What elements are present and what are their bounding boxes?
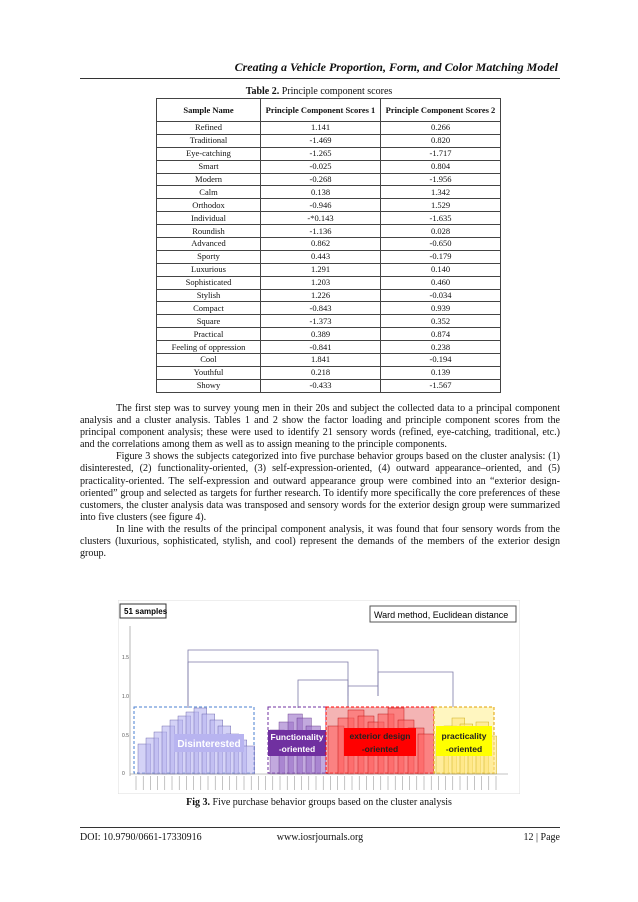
cell-sample-name: Calm bbox=[157, 186, 261, 199]
cell-pc2: 0.352 bbox=[381, 315, 501, 328]
col-header-pc1: Principle Component Scores 1 bbox=[261, 99, 381, 122]
cell-pc1: 1.291 bbox=[261, 263, 381, 276]
cell-pc2: -1.567 bbox=[381, 379, 501, 392]
table-row bbox=[157, 379, 501, 392]
table-body bbox=[157, 122, 501, 393]
cell-sample-name: Orthodox bbox=[157, 199, 261, 212]
table-row bbox=[157, 289, 501, 302]
running-header: Creating a Vehicle Proportion, Form, and Color Matching Model bbox=[234, 60, 558, 74]
table-row bbox=[157, 147, 501, 160]
cell-sample-name: Eye-catching bbox=[157, 147, 261, 160]
label-functionality-1: Functionality bbox=[270, 732, 324, 742]
label-disinterested: Disinterested bbox=[177, 739, 241, 750]
cell-pc2: 0.939 bbox=[381, 302, 501, 315]
cell-pc1: 1.841 bbox=[261, 354, 381, 367]
table-row bbox=[157, 173, 501, 186]
footer-doi: DOI: 10.9790/0661-17330916 bbox=[80, 832, 202, 843]
cell-pc1: 1.203 bbox=[261, 276, 381, 289]
table-row bbox=[157, 134, 501, 147]
cell-pc2: -0.034 bbox=[381, 289, 501, 302]
y-tick-2: 1.0 bbox=[122, 694, 129, 700]
table-row bbox=[157, 315, 501, 328]
cell-pc2: -1.717 bbox=[381, 147, 501, 160]
cell-sample-name: Youthful bbox=[157, 366, 261, 379]
cell-pc2: 0.804 bbox=[381, 160, 501, 173]
col-header-sample: Sample Name bbox=[157, 99, 261, 122]
dendrogram-leaf-bar bbox=[418, 734, 434, 774]
samples-label: 51 samples bbox=[124, 607, 168, 616]
table-row bbox=[157, 199, 501, 212]
cell-pc2: 0.460 bbox=[381, 276, 501, 289]
cluster-practicality bbox=[434, 707, 497, 774]
table-row bbox=[157, 354, 501, 367]
table-row bbox=[157, 302, 501, 315]
y-tick-1: 1.5 bbox=[122, 655, 129, 661]
cell-pc1: 0.218 bbox=[261, 366, 381, 379]
body-text bbox=[80, 403, 560, 560]
cell-pc1: -1.373 bbox=[261, 315, 381, 328]
cell-pc1: -*0.143 bbox=[261, 212, 381, 225]
cell-pc1: -0.843 bbox=[261, 302, 381, 315]
table-caption-text: Principle component scores bbox=[279, 86, 393, 97]
cell-pc2: -1.956 bbox=[381, 173, 501, 186]
table-header-row bbox=[157, 99, 501, 122]
cell-sample-name: Square bbox=[157, 315, 261, 328]
cell-sample-name: Advanced bbox=[157, 238, 261, 251]
figure-caption bbox=[0, 797, 638, 808]
cell-sample-name: Practical bbox=[157, 328, 261, 341]
cell-pc1: -0.268 bbox=[261, 173, 381, 186]
table-caption bbox=[0, 86, 638, 97]
cell-sample-name: Luxurious bbox=[157, 263, 261, 276]
cell-sample-name: Modern bbox=[157, 173, 261, 186]
cell-pc2: 1.342 bbox=[381, 186, 501, 199]
label-practicality-1: practicality bbox=[441, 731, 487, 741]
label-exterior-2: -oriented bbox=[361, 744, 399, 754]
cell-pc2: -1.635 bbox=[381, 212, 501, 225]
paragraph-2: Figure 3 shows the subjects categorized into five purchase behavior groups based on the cluster analysis: (1) disinterested, (2) functionality-oriented, (3) self-expression-oriented, (4) outward appearance–oriented, and (5) practicality-oriented. The self-expression and outward appearance group were combined into an “exterior design-oriented” group and selected as targets for further research. To identify more specifically the core preferences of these customers, the cluster analysis data was transposed and sensory words for the exterior design group were summarized into five clusters (see figure 4). bbox=[80, 451, 560, 523]
cell-pc1: 1.226 bbox=[261, 289, 381, 302]
cell-sample-name: Feeling of oppression bbox=[157, 341, 261, 354]
table-row bbox=[157, 160, 501, 173]
figure-caption-label: Fig 3. bbox=[186, 797, 210, 808]
table-row bbox=[157, 212, 501, 225]
table-row bbox=[157, 238, 501, 251]
cell-sample-name: Smart bbox=[157, 160, 261, 173]
principal-component-table bbox=[156, 98, 501, 393]
cell-pc1: 0.862 bbox=[261, 238, 381, 251]
cell-pc2: 0.874 bbox=[381, 328, 501, 341]
method-label: Ward method, Euclidean distance bbox=[374, 610, 509, 620]
cell-pc1: -1.265 bbox=[261, 147, 381, 160]
table-row bbox=[157, 341, 501, 354]
cell-sample-name: Sophisticated bbox=[157, 276, 261, 289]
dendrogram-figure bbox=[118, 600, 520, 794]
cell-sample-name: Cool bbox=[157, 354, 261, 367]
y-tick-3: 0.5 bbox=[122, 733, 129, 739]
cell-pc2: 0.266 bbox=[381, 122, 501, 135]
cell-sample-name: Refined bbox=[157, 122, 261, 135]
table-row bbox=[157, 250, 501, 263]
cell-pc1: 0.443 bbox=[261, 250, 381, 263]
cell-pc2: 1.529 bbox=[381, 199, 501, 212]
cell-pc2: 0.139 bbox=[381, 366, 501, 379]
y-tick-4: 0 bbox=[122, 771, 125, 777]
table-row bbox=[157, 263, 501, 276]
cell-pc1: -0.841 bbox=[261, 341, 381, 354]
col-header-pc2: Principle Component Scores 2 bbox=[381, 99, 501, 122]
cell-sample-name: Sporty bbox=[157, 250, 261, 263]
cell-sample-name: Individual bbox=[157, 212, 261, 225]
cell-pc1: -1.469 bbox=[261, 134, 381, 147]
table-row bbox=[157, 122, 501, 135]
table-row bbox=[157, 225, 501, 238]
label-functionality-2: -oriented bbox=[278, 744, 316, 754]
cell-sample-name: Stylish bbox=[157, 289, 261, 302]
cluster-exterior-design bbox=[326, 707, 434, 774]
cell-sample-name: Roundish bbox=[157, 225, 261, 238]
cell-sample-name: Traditional bbox=[157, 134, 261, 147]
cell-pc1: 0.138 bbox=[261, 186, 381, 199]
cell-pc1: -1.136 bbox=[261, 225, 381, 238]
cell-pc2: -0.194 bbox=[381, 354, 501, 367]
label-practicality-2: -oriented bbox=[445, 744, 483, 754]
footer-site: www.iosrjournals.org bbox=[276, 832, 364, 843]
cell-pc2: 0.028 bbox=[381, 225, 501, 238]
cell-pc1: 1.141 bbox=[261, 122, 381, 135]
cell-pc1: 0.389 bbox=[261, 328, 381, 341]
cell-pc2: -0.650 bbox=[381, 238, 501, 251]
cell-pc1: -0.025 bbox=[261, 160, 381, 173]
cell-pc1: -0.433 bbox=[261, 379, 381, 392]
cell-pc1: -0.946 bbox=[261, 199, 381, 212]
footer-rule bbox=[80, 827, 560, 828]
header-rule bbox=[80, 78, 560, 79]
table-row bbox=[157, 276, 501, 289]
table-row bbox=[157, 366, 501, 379]
figure-caption-text: Five purchase behavior groups based on the cluster analysis bbox=[210, 797, 452, 808]
paragraph-1: The first step was to survey young men in their 20s and subject the collected data to a principal component analysis and a cluster analysis. Tables 1 and 2 show the factor loading and principle component scores from the principal component analysis; these were used to identify 21 sensory words (refined, eye-catching, traditional, etc.) and the correlations among them as well as to assign meaning to the principle components. bbox=[80, 403, 560, 451]
paragraph-3: In line with the results of the principal component analysis, it was found that four sensory words from the clusters (luxurious, sophisticated, stylish, and cool) represent the demands of the members of the exterior design group. bbox=[80, 523, 560, 560]
label-exterior-1: exterior design bbox=[349, 731, 411, 741]
footer-page-number: 12 | Page bbox=[523, 832, 560, 843]
table-row bbox=[157, 328, 501, 341]
cell-pc2: 0.238 bbox=[381, 341, 501, 354]
cell-pc2: 0.820 bbox=[381, 134, 501, 147]
cell-pc2: -0.179 bbox=[381, 250, 501, 263]
cell-pc2: 0.140 bbox=[381, 263, 501, 276]
cell-sample-name: Compact bbox=[157, 302, 261, 315]
table-caption-label: Table 2. bbox=[245, 86, 280, 97]
cell-sample-name: Showy bbox=[157, 379, 261, 392]
table-row bbox=[157, 186, 501, 199]
